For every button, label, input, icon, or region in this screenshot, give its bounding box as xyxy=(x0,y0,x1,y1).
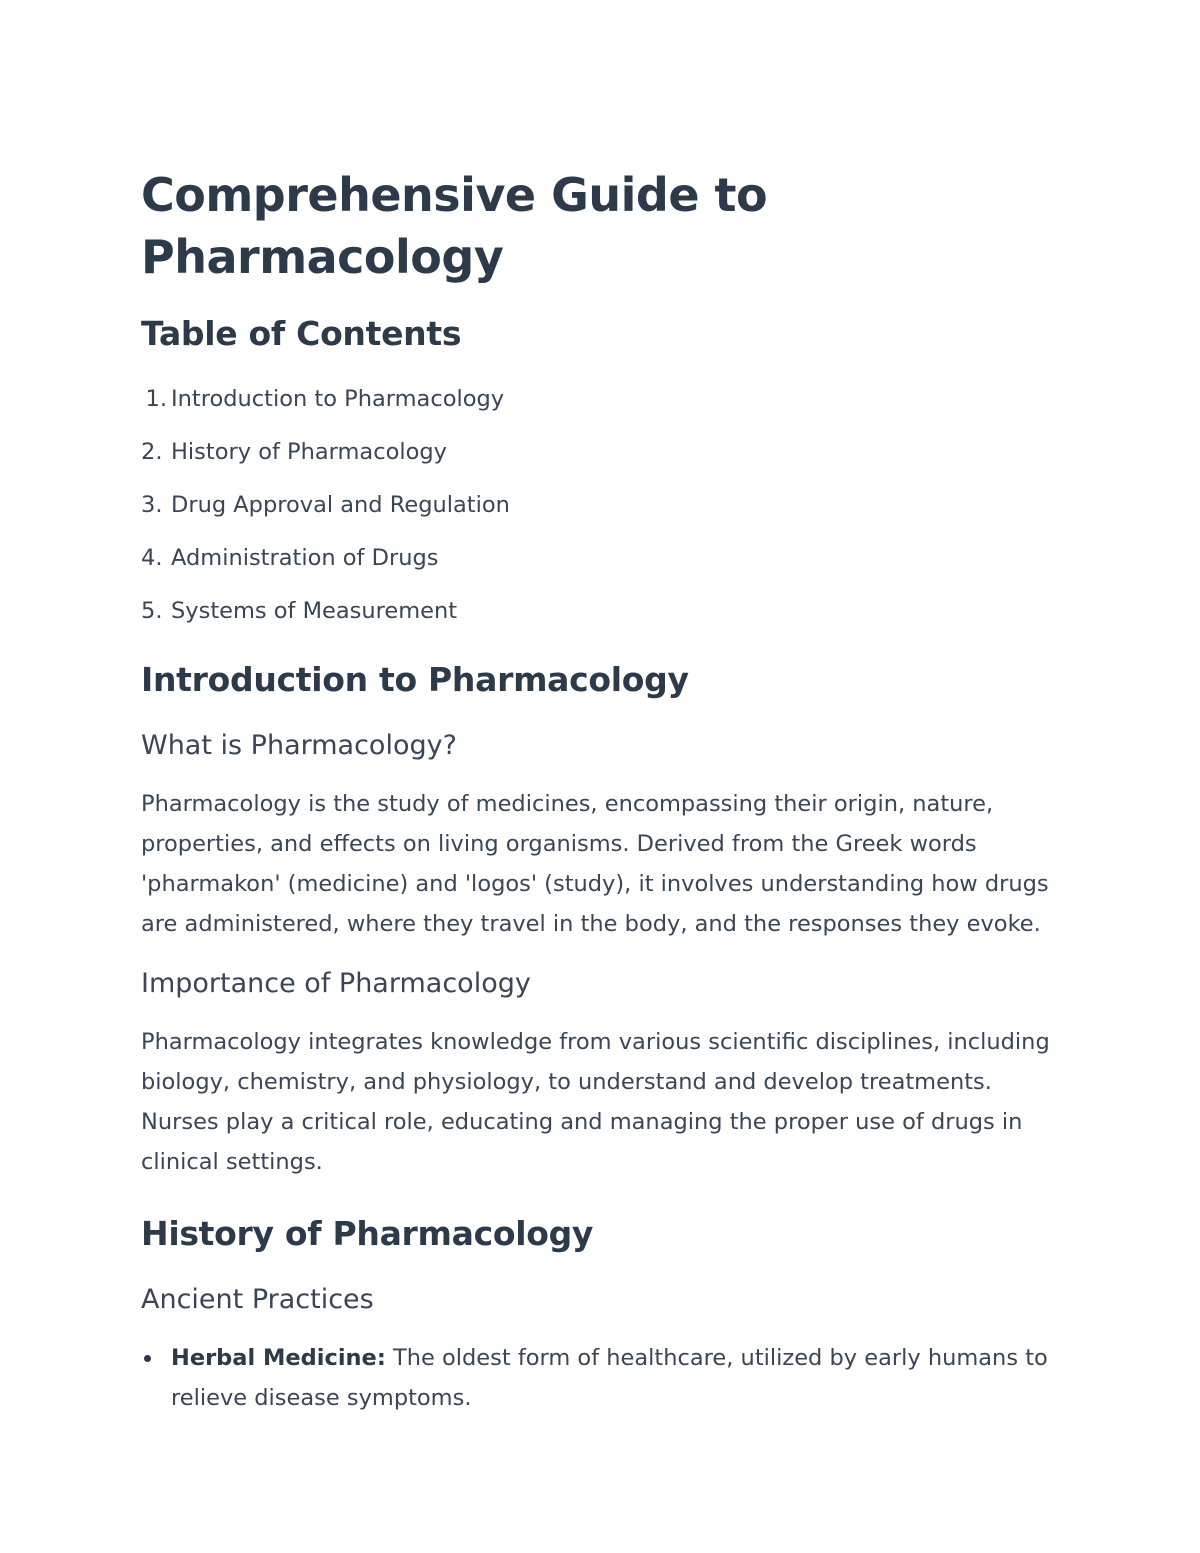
list-item xyxy=(141,1338,1071,1418)
subheading-what-is: What is Pharmacology? xyxy=(141,730,457,761)
section-heading-introduction: Introduction to Pharmacology xyxy=(141,660,689,699)
section-heading-history: History of Pharmacology xyxy=(141,1214,594,1253)
toc-item[interactable] xyxy=(141,596,1071,626)
toc-item[interactable] xyxy=(141,384,1071,414)
toc-item[interactable] xyxy=(141,437,1071,467)
paragraph-importance: Pharmacology integrates knowledge from various scientific disciplines, including biology, chemistry, and physiology, to understand and develop treatments. Nurses play a critical role, educating and managing the proper use of drugs in clinical settings. xyxy=(141,1029,1050,1175)
toc-item-number: 5. xyxy=(141,598,163,624)
toc-item[interactable] xyxy=(141,490,1071,520)
toc-item-label: Drug Approval and Regulation xyxy=(171,492,510,518)
bullet-list xyxy=(141,1338,1071,1418)
toc-list xyxy=(141,384,1071,626)
subheading-ancient-practices: Ancient Practices xyxy=(141,1284,374,1315)
toc-item-number: 3. xyxy=(141,492,163,518)
toc-item-label: Introduction to Pharmacology xyxy=(171,386,505,412)
bullet-icon xyxy=(144,1355,151,1362)
toc-item-number: 2. xyxy=(141,439,163,465)
bullet-text: The oldest form of healthcare, utilized by early humans to relieve disease symptoms. xyxy=(171,1345,1048,1411)
toc-item-label: History of Pharmacology xyxy=(171,439,447,465)
document-title: Comprehensive Guide to Pharmacology xyxy=(141,168,768,284)
bullet-term: Herbal Medicine: xyxy=(171,1345,386,1371)
subheading-importance: Importance of Pharmacology xyxy=(141,968,531,999)
toc-item-number: 4. xyxy=(141,545,163,571)
toc-item-number: 1. xyxy=(145,386,167,412)
document-page xyxy=(141,164,1071,1418)
toc-item[interactable] xyxy=(141,543,1071,573)
paragraph-what-is: Pharmacology is the study of medicines, encompassing their origin, nature, properties, and effects on living organisms. Derived from the Greek words 'pharmakon' (medicine) and 'logos' (study), it involves understanding how drugs are administered, where they travel in the body, and the responses they evoke. xyxy=(141,791,1049,937)
toc-item-label: Systems of Measurement xyxy=(171,598,458,624)
toc-item-label: Administration of Drugs xyxy=(171,545,439,571)
toc-heading: Table of Contents xyxy=(141,314,462,353)
